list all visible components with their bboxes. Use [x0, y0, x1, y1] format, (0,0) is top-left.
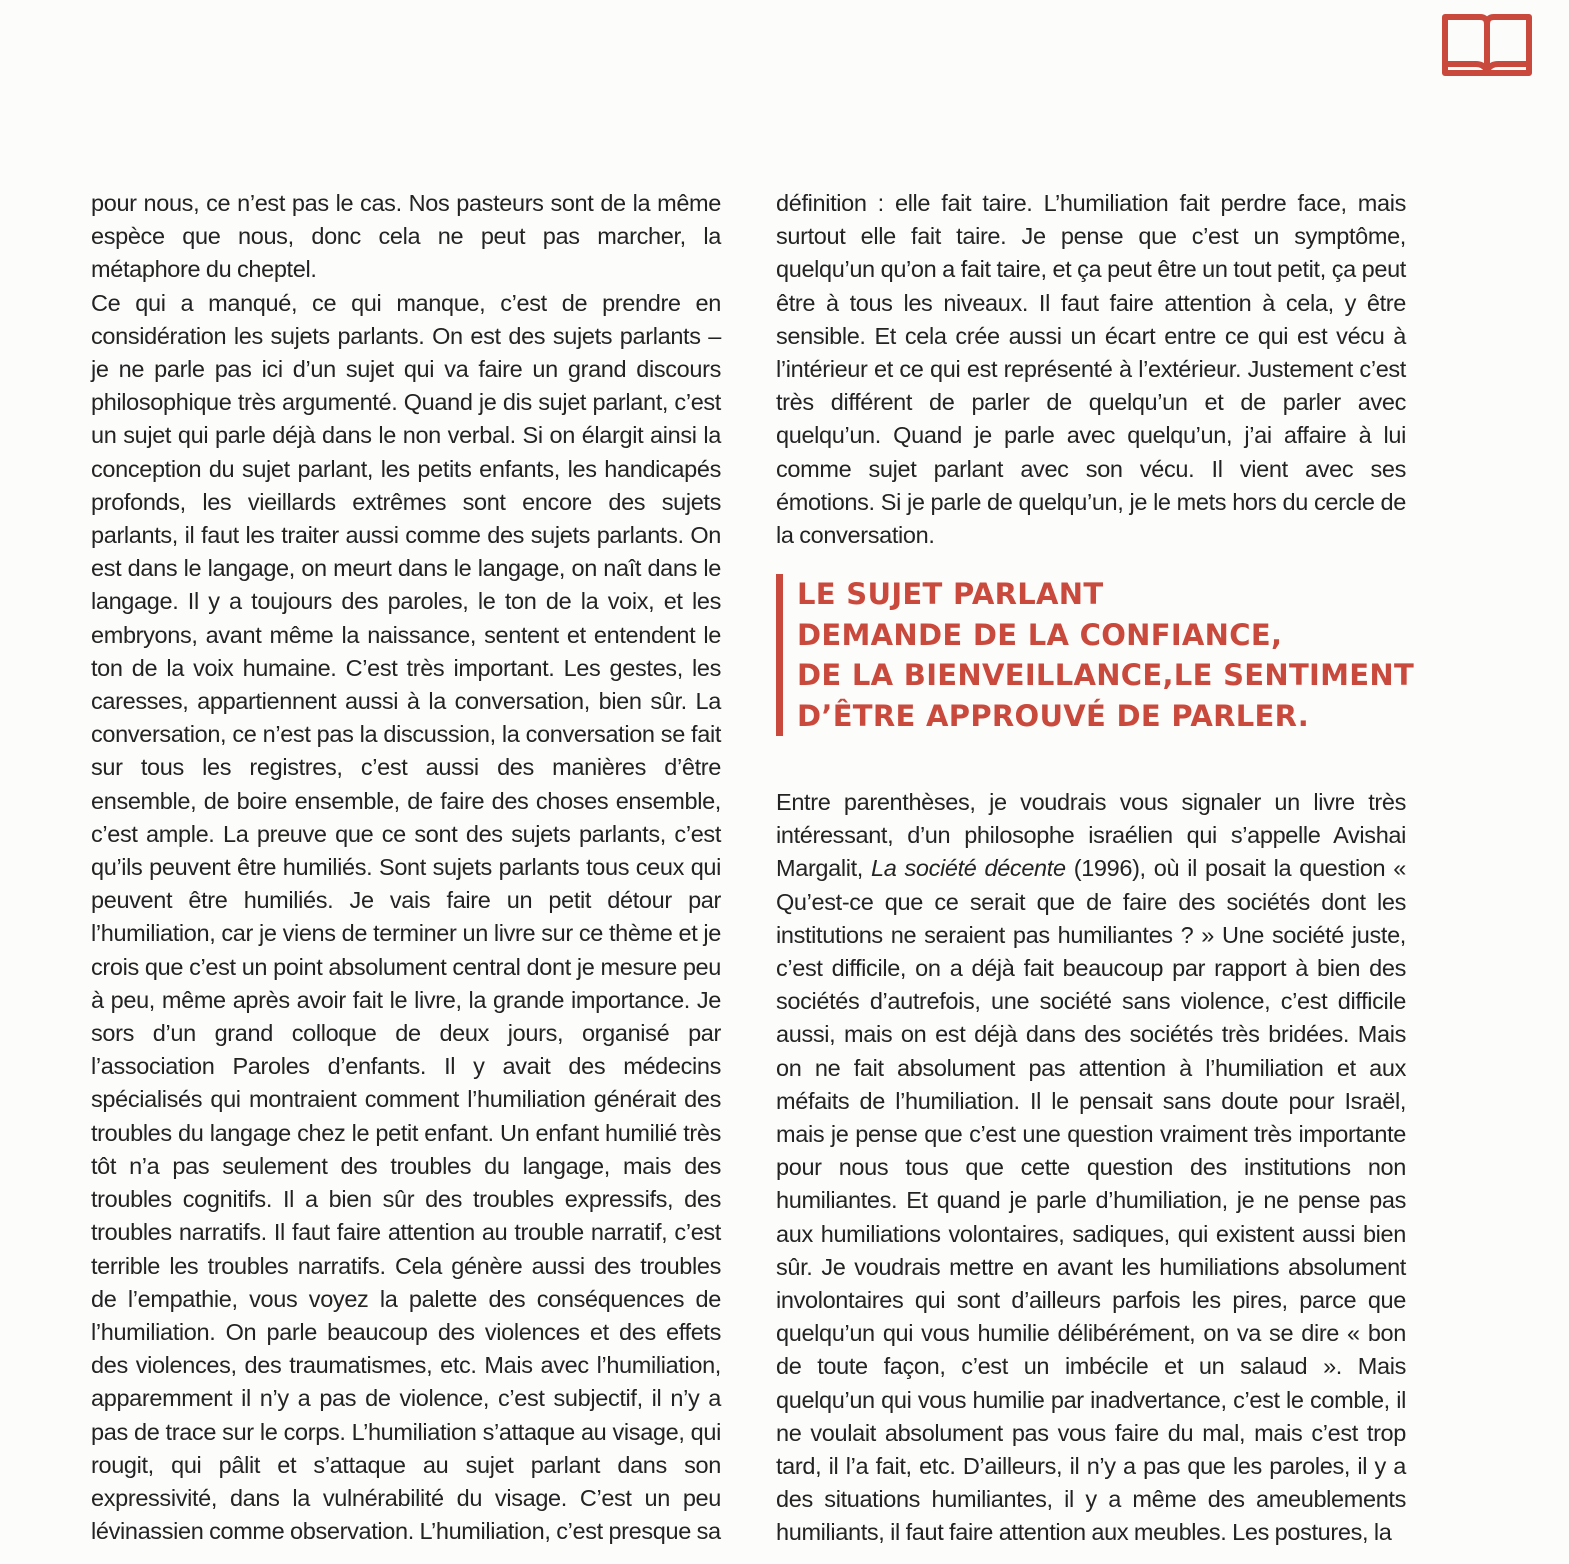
pull-quote-line-4: D’ÊTRE APPROUVÉ DE PARLER.	[797, 698, 1310, 733]
pull-quote	[776, 574, 1417, 736]
paragraph-text-before-title: Entre parenthèses, je voudrais vous signaler un livre très intéressant, d’un philosophe israélien qui s’appelle Avishai Margalit,	[776, 789, 1406, 882]
right-paragraph-2	[776, 786, 1406, 1550]
right-text-column-top	[776, 187, 1406, 552]
right-text-column-bottom	[776, 786, 1406, 1550]
right-paragraph-1: définition : elle fait taire. L’humiliation fait perdre face, mais surtout elle fait taire. Je pense que c’est un symptôme, quelqu’un qu’on a fait taire, et ça peut être un tout petit, ça peut être à tous les niveaux. Il faut faire attention à cela, y être sensible. Et cela crée aussi un écart entre ce qui est vécu à l’intérieur et ce qui est représenté à l’extérieur. Justement c’est très différent de parler de quelqu’un et de parler avec quelqu’un. Quand je parle avec quelqu’un, j’ai affaire à lui comme sujet parlant avec son vécu. Il vient avec ses émotions. Si je parle de quelqu’un, je le mets hors du cercle de la conversation.	[776, 190, 1406, 549]
left-paragraph-2: Ce qui a manqué, ce qui manque, c’est de prendre en considération les sujets parlants. On est des sujets parlants – je ne parle pas ici d’un sujet qui va faire un grand discours philosophique très argumenté. Quand je dis sujet parlant, c’est un sujet qui parle déjà dans le non verbal. Si on élargit ainsi la conception du sujet parlant, les petits enfants, les handicapés profonds, les vieillards extrêmes sont encore des sujets parlants, il faut les traiter aussi comme des sujets parlants. On est dans le langage, on meurt dans le langage, on naît dans le langage. Il y a toujours des paroles, le ton de la voix, et les embryons, avant même la naissance, sentent et entendent le ton de la voix humaine. C’est très important. Les gestes, les caresses, appartiennent aussi à la conversation, bien sûr. La conversation, ce n’est pas la discussion, la conversation se fait sur tous les registres, c’est aussi des manières d’être ensemble, de boire ensemble, de faire des choses ensemble, c’est ample. La preuve que ce sont des sujets parlants, c’est qu’ils peuvent être humiliés. Sont sujets parlants tous ceux qui peuvent être humiliés. Je vais faire un petit détour par l’humiliation, car je viens de terminer un livre sur ce thème et je crois que c’est un point absolument central dont je mesure peu à peu, même après avoir fait le livre, la grande importance. Je sors d’un grand colloque de deux jours, organisé par l’association Paroles d’enfants. Il y avait des médecins spécialisés qui montraient comment l’humiliation générait des troubles du langage chez le petit enfant. Un enfant humilié très tôt n’a pas seulement des troubles du langage, mais des troubles cognitifs. Il a bien sûr des troubles expressifs, des troubles narratifs. Il faut faire attention au trouble narratif, c’est terrible les troubles narratifs. Cela génère aussi des troubles de l’empathie, vous voyez la palette des conséquences de l’humiliation. On parle beaucoup des violences et des effets des violences, des traumatismes, etc. Mais avec l’humiliation, apparemment il n’y a pas de violence, c’est subjectif, il n’y a pas de trace sur le corps. L’humiliation s’attaque au visage, qui rougit, qui pâlit et s’attaque au sujet parlant dans son expressivité, dans la vulnérabilité du visage. C’est un peu lévinassien comme observation. L’humiliation, c’est presque sa	[91, 289, 721, 1545]
book-title: La société décente	[871, 855, 1066, 882]
pull-quote-line-1: LE SUJET PARLANT	[797, 577, 1104, 611]
left-text-column	[91, 187, 721, 1548]
left-paragraph-1: pour nous, ce n’est pas le cas. Nos pasteurs sont de la même espèce que nous, donc cela ne peut pas marcher, la métaphore du cheptel.	[91, 190, 721, 283]
pull-quote-line-2: DEMANDE DE LA CONFIANCE,	[797, 617, 1283, 652]
paragraph-text-after-title: (1996), où il posait la question « Qu’est-ce que ce serait que de faire des sociétés dont les institutions ne seraient pas humiliantes ? » Une société juste, c’est difficile, on a déjà fait beaucoup par rapport à bien des sociétés d’autrefois, une société sans violence, c’est difficile aussi, mais on est déjà dans des sociétés très bridées. Mais on ne fait absolument pas attention à l’humiliation et aux méfaits de l’humiliation. Il le pensait sans doute pour Israël, mais je pense que c’est une question vraiment très importante pour nous tous que cette question des institutions non humiliantes. Et quand je parle d’humiliation, je ne pense pas aux humiliations volontaires, sadiques, qui existent aussi bien sûr. Je voudrais mettre en avant les humiliations absolument involontaires qui sont d’ailleurs parfois les pires, parce que quelqu’un qui vous humilie délibérément, on va se dire « bon de toute façon, c’est un imbécile et un salaud ». Mais quelqu’un qui vous humilie par inadvertance, c’est le comble, il ne voulait absolument pas vous faire du mal, mais c’est trop tard, il l’a fait, etc. D’ailleurs, il n’y a pas que les paroles, il y a des situations humiliantes, il y a même des ameublements humiliants, il faut faire attention aux meubles. Les postures, la	[776, 855, 1407, 1546]
pull-quote-line-3: DE LA BIENVEILLANCE,LE SENTIMENT	[797, 658, 1415, 692]
open-book-icon	[1442, 14, 1532, 76]
